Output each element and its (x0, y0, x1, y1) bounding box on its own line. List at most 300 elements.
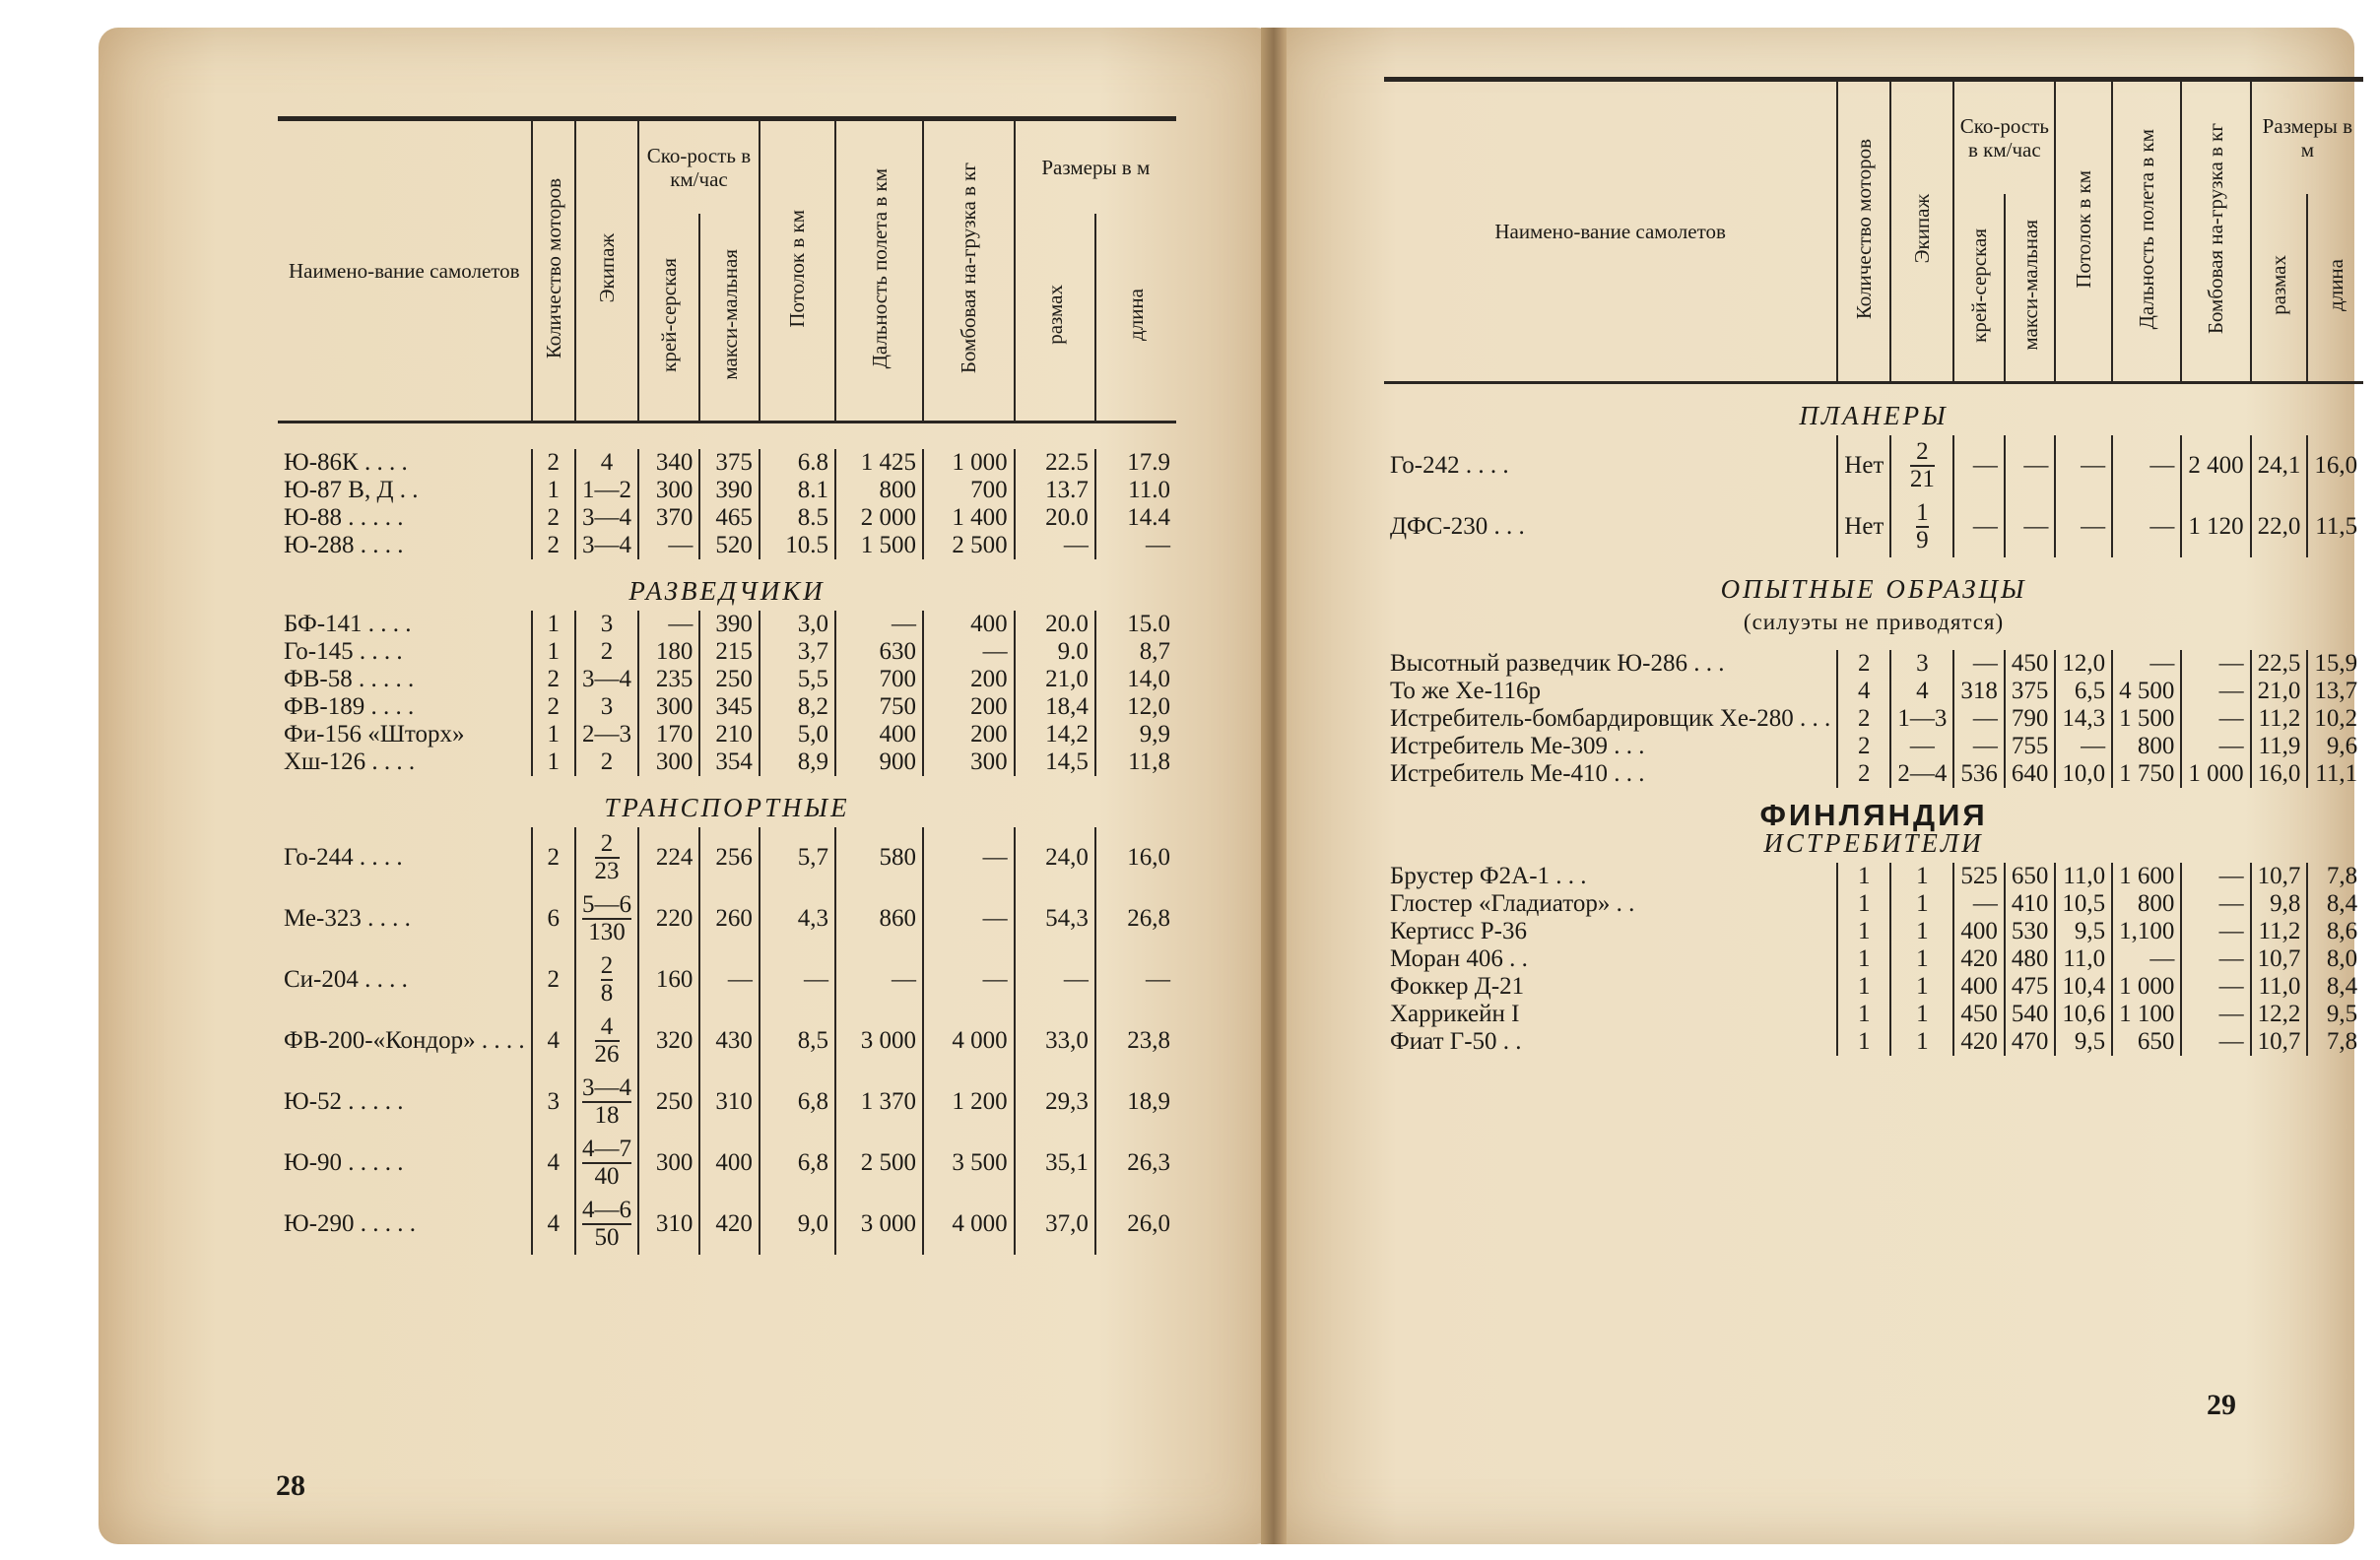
table-row (1384, 1028, 2363, 1056)
aircraft-name: Фи-156 «Шторх» (284, 721, 465, 748)
length-cell: 11,5 (2307, 496, 2363, 557)
aircraft-name: Истребитель Ме-309 . . . (1390, 733, 1645, 759)
ceiling-cell: 14,3 (2055, 705, 2112, 733)
range-cell: 700 (835, 666, 923, 693)
range-cell: 1 425 (835, 449, 923, 477)
table-header-right (1384, 80, 2363, 383)
ceiling-cell: 9,5 (2055, 1028, 2112, 1056)
range-cell: 1 500 (835, 532, 923, 559)
max-cell: 210 (699, 721, 760, 748)
max-cell: — (699, 949, 760, 1010)
max-cell: 375 (2005, 678, 2056, 705)
max-cell: 530 (2005, 918, 2056, 945)
bomb-cell: — (2181, 890, 2250, 918)
cruise-cell: — (1953, 435, 2005, 496)
max-cell: 250 (699, 666, 760, 693)
header-name: Наимено-вание самолетов (1384, 80, 1837, 383)
span-cell: 16,0 (2251, 760, 2308, 788)
length-cell: 8,6 (2307, 918, 2363, 945)
cruise-cell: 400 (1953, 973, 2005, 1001)
max-cell: 640 (2005, 760, 2056, 788)
ceiling-cell: — (2055, 733, 2112, 760)
crew-cell: 3—4 (575, 504, 638, 532)
cruise-cell: 370 (638, 504, 699, 532)
crew-count: 4 (600, 1012, 614, 1040)
range-cell: 1 750 (2112, 760, 2181, 788)
motors-cell: 2 (532, 449, 575, 477)
bomb-cell: — (2181, 918, 2250, 945)
motors-cell: 4 (532, 1133, 575, 1194)
span-cell: 20.0 (1015, 504, 1095, 532)
crew-cell: 1 (1890, 863, 1953, 890)
header-speed-max: макси-мальная (2005, 194, 2056, 383)
crew-cell: 1—3 (1890, 705, 1953, 733)
ceiling-cell: 6,8 (760, 1072, 835, 1133)
table-row (1384, 973, 2363, 1001)
bomb-cell: 4 000 (923, 1010, 1015, 1072)
span-cell: 9,8 (2251, 890, 2308, 918)
cruise-cell: 536 (1953, 760, 2005, 788)
motors-cell: 2 (1837, 650, 1890, 678)
table-row (1384, 705, 2363, 733)
passenger-count: 50 (582, 1223, 631, 1251)
span-cell: 21,0 (2251, 678, 2308, 705)
length-cell: 8,0 (2307, 945, 2363, 973)
crew-count: 3—4 (582, 1073, 631, 1101)
ceiling-cell: 6.8 (760, 449, 835, 477)
table-row (1384, 890, 2363, 918)
cruise-cell: 235 (638, 666, 699, 693)
cruise-cell: — (1953, 705, 2005, 733)
span-cell: 13.7 (1015, 477, 1095, 504)
crew-cell: 3—4 (575, 532, 638, 559)
length-cell: 26,8 (1095, 888, 1176, 949)
aircraft-name: ФВ-189 . . . . (284, 693, 415, 720)
crew-cell: — (1890, 733, 1953, 760)
crew-count: 4—6 (582, 1196, 631, 1223)
range-cell: 2 000 (835, 504, 923, 532)
span-cell: 37,0 (1015, 1194, 1095, 1255)
ceiling-cell: 8,5 (760, 1010, 835, 1072)
table-row (278, 666, 1176, 693)
span-cell: 22.5 (1015, 449, 1095, 477)
length-cell: 8,7 (1095, 638, 1176, 666)
span-cell: 22,0 (2251, 496, 2308, 557)
motors-cell: 1 (1837, 918, 1890, 945)
table-row (1384, 650, 2363, 678)
bomb-cell: 1 400 (923, 504, 1015, 532)
crew-cell: 2 (575, 638, 638, 666)
ceiling-cell: — (760, 949, 835, 1010)
ceiling-cell: 8,9 (760, 748, 835, 776)
crew-cell: 2—4 (1890, 760, 1953, 788)
aircraft-name: Го-145 . . . . (284, 638, 403, 665)
table-row (1384, 733, 2363, 760)
table-row (278, 1072, 1176, 1133)
header-length: длина (1095, 214, 1176, 422)
motors-cell: 2 (532, 532, 575, 559)
bomb-cell: — (2181, 705, 2250, 733)
aircraft-name: Фоккер Д-21 (1390, 973, 1525, 1000)
motors-cell: 1 (1837, 890, 1890, 918)
cruise-cell: — (638, 611, 699, 638)
aircraft-name: ДФС-230 . . . (1390, 513, 1525, 540)
bomb-cell: 4 000 (923, 1194, 1015, 1255)
aircraft-name: Ю-290 . . . . . (284, 1210, 417, 1237)
length-cell: 11,8 (1095, 748, 1176, 776)
crew-cell: 1 (1890, 973, 1953, 1001)
length-cell: 10,2 (2307, 705, 2363, 733)
ceiling-cell: 8,2 (760, 693, 835, 721)
header-name: Наимено-вание самолетов (278, 119, 532, 422)
length-cell: 12,0 (1095, 693, 1176, 721)
crew-cell (1890, 435, 1953, 496)
length-cell: 7,8 (2307, 1028, 2363, 1056)
cruise-cell: — (1953, 496, 2005, 557)
bomb-cell: — (923, 888, 1015, 949)
length-cell: 26,3 (1095, 1133, 1176, 1194)
range-cell: 1 100 (2112, 1001, 2181, 1028)
aircraft-name: Го-242 . . . . (1390, 452, 1509, 479)
crew-cell: 4 (1890, 678, 1953, 705)
span-cell: 9.0 (1015, 638, 1095, 666)
table-row (278, 748, 1176, 776)
span-cell: 54,3 (1015, 888, 1095, 949)
table-row (278, 888, 1176, 949)
motors-cell: 1 (532, 638, 575, 666)
aircraft-name: Ю-288 . . . . (284, 532, 404, 558)
crew-cell: 1 (1890, 918, 1953, 945)
cruise-cell: 300 (638, 1133, 699, 1194)
crew-cell: 3 (575, 611, 638, 638)
aircraft-name: Высотный разведчик Ю-286 . . . (1390, 650, 1725, 677)
cruise-cell: 420 (1953, 1028, 2005, 1056)
length-cell: 23,8 (1095, 1010, 1176, 1072)
cruise-cell: 250 (638, 1072, 699, 1133)
cruise-cell: — (1953, 733, 2005, 760)
max-cell: 465 (699, 504, 760, 532)
span-cell: 24,1 (2251, 435, 2308, 496)
range-cell: 800 (835, 477, 923, 504)
span-cell: 10,7 (2251, 1028, 2308, 1056)
length-cell: 9,5 (2307, 1001, 2363, 1028)
cruise-cell: — (638, 532, 699, 559)
crew-cell (575, 949, 638, 1010)
max-cell: 390 (699, 477, 760, 504)
bomb-cell: 2 500 (923, 532, 1015, 559)
ceiling-cell: 6,8 (760, 1133, 835, 1194)
page-number-right: 29 (2207, 1389, 2236, 1421)
length-cell: — (1095, 532, 1176, 559)
range-cell: 3 000 (835, 1010, 923, 1072)
table-row (1384, 678, 2363, 705)
table-row (1384, 496, 2363, 557)
range-cell: 580 (835, 827, 923, 888)
crew-cell: 2—3 (575, 721, 638, 748)
range-cell: 400 (835, 721, 923, 748)
cruise-cell: 300 (638, 477, 699, 504)
crew-cell: 3 (1890, 650, 1953, 678)
header-bomb: Бомбовая на-грузка в кг (2181, 80, 2250, 383)
range-cell: 1 500 (2112, 705, 2181, 733)
header-dims: Размеры в м (2251, 80, 2364, 195)
header-speed: Ско-рость в км/час (1953, 80, 2055, 195)
bomb-cell: — (2181, 973, 2250, 1001)
max-cell: 420 (699, 1194, 760, 1255)
crew-cell (575, 827, 638, 888)
span-cell: 10,7 (2251, 863, 2308, 890)
range-cell: 4 500 (2112, 678, 2181, 705)
range-cell: — (2112, 496, 2181, 557)
ceiling-cell: — (2055, 435, 2112, 496)
span-cell: 11,2 (2251, 705, 2308, 733)
aircraft-name: Ме-323 . . . . (284, 905, 411, 932)
length-cell: 17.9 (1095, 449, 1176, 477)
bomb-cell: — (2181, 863, 2250, 890)
table-row (278, 721, 1176, 748)
range-cell: 630 (835, 638, 923, 666)
ceiling-cell: 10,0 (2055, 760, 2112, 788)
table-row (1384, 1001, 2363, 1028)
span-cell: 11,9 (2251, 733, 2308, 760)
table-row (1384, 435, 2363, 496)
motors-cell: 2 (1837, 705, 1890, 733)
bomb-cell: 2 400 (2181, 435, 2250, 496)
motors-cell: 1 (1837, 1028, 1890, 1056)
crew-cell: 1 (1890, 1028, 1953, 1056)
crew-cell: 2 (575, 748, 638, 776)
ceiling-cell: 5,5 (760, 666, 835, 693)
bomb-cell: 200 (923, 721, 1015, 748)
cruise-cell: — (1953, 890, 2005, 918)
book-spine (1261, 28, 1287, 1544)
table-row (278, 1133, 1176, 1194)
crew-cell (575, 1072, 638, 1133)
motors-cell: 1 (1837, 973, 1890, 1001)
max-cell: 410 (2005, 890, 2056, 918)
ceiling-cell: 3,7 (760, 638, 835, 666)
motors-cell: 2 (532, 693, 575, 721)
motors-cell: 4 (1837, 678, 1890, 705)
ceiling-cell: 9,5 (2055, 918, 2112, 945)
range-cell: 1 370 (835, 1072, 923, 1133)
max-cell: 450 (2005, 650, 2056, 678)
bomb-cell: 1 200 (923, 1072, 1015, 1133)
max-cell: 310 (699, 1072, 760, 1133)
aircraft-name: Глостер «Гладиатор» . . (1390, 890, 1635, 917)
span-cell: 18,4 (1015, 693, 1095, 721)
ceiling-cell: 11,0 (2055, 863, 2112, 890)
crew-cell: 1—2 (575, 477, 638, 504)
cruise-cell: 300 (638, 748, 699, 776)
header-motors: Количество моторов (532, 119, 575, 422)
aircraft-name: Кертисс Р-36 (1390, 918, 1527, 944)
span-cell: 11,2 (2251, 918, 2308, 945)
range-cell: 860 (835, 888, 923, 949)
cruise-cell: 400 (1953, 918, 2005, 945)
bomb-cell: 1 120 (2181, 496, 2250, 557)
range-cell: 650 (2112, 1028, 2181, 1056)
cruise-cell: 170 (638, 721, 699, 748)
header-speed-max: макси-мальная (699, 214, 760, 422)
ceiling-cell: 5,0 (760, 721, 835, 748)
left-aircraft-table (278, 116, 1176, 1255)
crew-cell: 3—4 (575, 666, 638, 693)
max-cell: 650 (2005, 863, 2056, 890)
cruise-cell: 420 (1953, 945, 2005, 973)
range-cell: — (835, 611, 923, 638)
aircraft-name: Фиат Г-50 . . (1390, 1028, 1522, 1055)
length-cell: 9,6 (2307, 733, 2363, 760)
length-cell: 7,8 (2307, 863, 2363, 890)
header-speed-cruise: крей-серская (1953, 194, 2005, 383)
max-cell: 256 (699, 827, 760, 888)
span-cell: 22,5 (2251, 650, 2308, 678)
crew-cell (575, 1010, 638, 1072)
aircraft-name: Моран 406 . . (1390, 945, 1528, 972)
crew-cell (575, 1133, 638, 1194)
length-cell: 18,9 (1095, 1072, 1176, 1133)
passenger-count: 130 (582, 918, 631, 945)
aircraft-name: То же Хе-116р (1390, 678, 1541, 704)
bomb-cell: 700 (923, 477, 1015, 504)
table-row (278, 949, 1176, 1010)
length-cell: 9,9 (1095, 721, 1176, 748)
table-row (1384, 945, 2363, 973)
aircraft-name: Ю-88 . . . . . (284, 504, 404, 531)
max-cell: 520 (699, 532, 760, 559)
header-span: размах (1015, 214, 1095, 422)
range-cell: 750 (835, 693, 923, 721)
motors-cell: 2 (1837, 733, 1890, 760)
bomb-cell: 200 (923, 666, 1015, 693)
header-crew: Экипаж (1890, 80, 1953, 383)
aircraft-name: Истребитель-бомбардировщик Хе-280 . . . (1390, 705, 1831, 732)
max-cell: 480 (2005, 945, 2056, 973)
span-cell: 20.0 (1015, 611, 1095, 638)
max-cell: 354 (699, 748, 760, 776)
bomb-cell: 1 000 (923, 449, 1015, 477)
aircraft-name: Харрикейн I (1390, 1001, 1520, 1027)
aircraft-name: ФВ-58 . . . . . (284, 666, 415, 692)
crew-count: 2 (1916, 437, 1929, 465)
aircraft-name: Го-244 . . . . (284, 844, 403, 871)
motors-cell: Нет (1837, 435, 1890, 496)
crew-count: 1 (1916, 498, 1929, 526)
bomb-cell: — (923, 638, 1015, 666)
table-row (278, 693, 1176, 721)
right-aircraft-table (1384, 77, 2363, 1056)
motors-cell: Нет (1837, 496, 1890, 557)
header-range: Дальность полета в км (835, 119, 923, 422)
cruise-cell: 340 (638, 449, 699, 477)
ceiling-cell: 6,5 (2055, 678, 2112, 705)
aircraft-name: Ю-86К . . . . (284, 449, 408, 476)
ceiling-cell: 12,0 (2055, 650, 2112, 678)
ceiling-cell: 10.5 (760, 532, 835, 559)
table-header (278, 119, 1176, 422)
passenger-count: 21 (1909, 465, 1935, 492)
table-row (278, 1194, 1176, 1255)
cruise-cell: 224 (638, 827, 699, 888)
length-cell: 16,0 (2307, 435, 2363, 496)
max-cell: 400 (699, 1133, 760, 1194)
span-cell: 11,0 (2251, 973, 2308, 1001)
aircraft-name: Хш-126 . . . . (284, 748, 416, 775)
bomb-cell: — (923, 827, 1015, 888)
motors-cell: 2 (532, 666, 575, 693)
cruise-cell: 450 (1953, 1001, 2005, 1028)
ceiling-cell: 10,4 (2055, 973, 2112, 1001)
bomb-cell: — (923, 949, 1015, 1010)
range-cell: 2 500 (835, 1133, 923, 1194)
length-cell: 14.4 (1095, 504, 1176, 532)
max-cell: 215 (699, 638, 760, 666)
section-fighters: ИСТРЕБИТЕЛИ (1763, 828, 1984, 858)
ceiling-cell: 4,3 (760, 888, 835, 949)
bomb-cell: 200 (923, 693, 1015, 721)
length-cell: 16,0 (1095, 827, 1176, 888)
section-experimental: ОПЫТНЫЕ ОБРАЗЦЫ (1720, 574, 2027, 604)
page-number-left: 28 (276, 1469, 305, 1502)
header-bomb: Бомбовая на-грузка в кг (923, 119, 1015, 422)
max-cell: 390 (699, 611, 760, 638)
motors-cell: 4 (532, 1194, 575, 1255)
length-cell: 11,1 (2307, 760, 2363, 788)
header-length: длина (2307, 194, 2363, 383)
section-finland: ФИНЛЯНДИЯ (1759, 798, 1988, 832)
section-recon: РАЗВЕДЧИКИ (628, 576, 826, 606)
experimental-note: (силуэты не приводятся) (1743, 610, 2005, 634)
range-cell: 900 (835, 748, 923, 776)
span-cell: 10,7 (2251, 945, 2308, 973)
passenger-count: 26 (594, 1040, 620, 1068)
table-row (278, 532, 1176, 559)
cruise-cell: 525 (1953, 863, 2005, 890)
section-gliders: ПЛАНЕРЫ (1799, 401, 1949, 430)
aircraft-name: БФ-141 . . . . (284, 611, 412, 637)
length-cell: 11.0 (1095, 477, 1176, 504)
motors-cell: 2 (532, 827, 575, 888)
bomb-cell: — (2181, 650, 2250, 678)
table-row (278, 477, 1176, 504)
max-cell: 260 (699, 888, 760, 949)
max-cell: — (2005, 496, 2056, 557)
bomb-cell: — (2181, 945, 2250, 973)
motors-cell: 2 (1837, 760, 1890, 788)
header-motors: Количество моторов (1837, 80, 1890, 383)
range-cell: 3 000 (835, 1194, 923, 1255)
ceiling-cell: 9,0 (760, 1194, 835, 1255)
crew-cell: 1 (1890, 1001, 1953, 1028)
cruise-cell: 320 (638, 1010, 699, 1072)
passenger-count: 9 (1916, 526, 1929, 553)
motors-cell: 1 (1837, 863, 1890, 890)
table-row (278, 638, 1176, 666)
bomb-cell: 3 500 (923, 1133, 1015, 1194)
cruise-cell: 220 (638, 888, 699, 949)
range-cell: — (2112, 945, 2181, 973)
span-cell: 12,2 (2251, 1001, 2308, 1028)
cruise-cell: 160 (638, 949, 699, 1010)
motors-cell: 3 (532, 1072, 575, 1133)
table-row (278, 611, 1176, 638)
bomb-cell: — (2181, 1028, 2250, 1056)
aircraft-name: Си-204 . . . . (284, 966, 408, 993)
header-crew: Экипаж (575, 119, 638, 422)
motors-cell: 1 (532, 477, 575, 504)
crew-cell: 1 (1890, 890, 1953, 918)
